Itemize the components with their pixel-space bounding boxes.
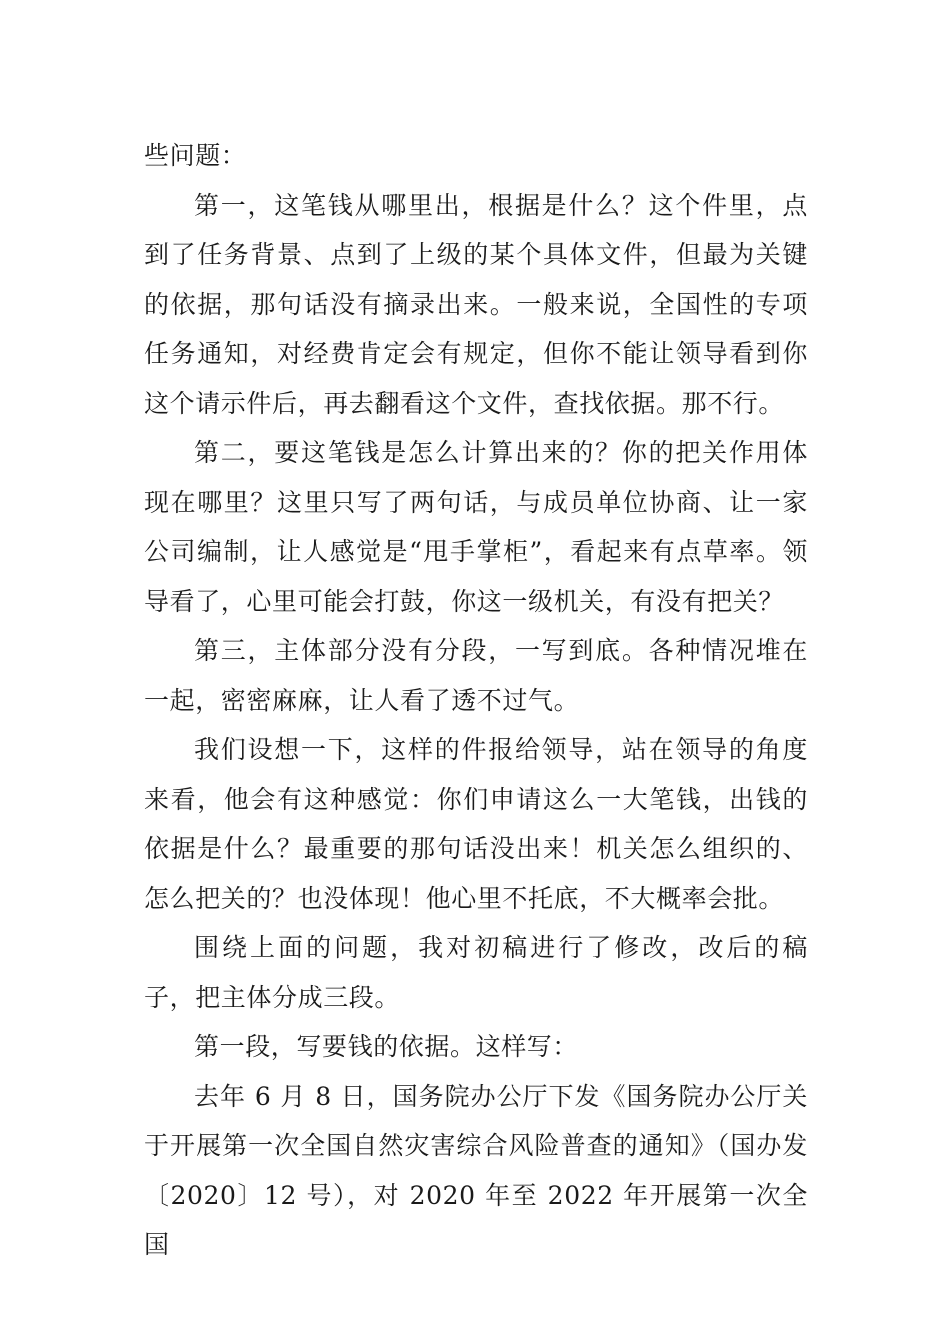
paragraph-2: 第一，这笔钱从哪里出，根据是什么？这个件里，点到了任务背景、点到了上级的某个具体文件，但最为关键的依据，那句话没有摘录出来。一般来说，全国性的专项任务通知，对经费肯定会有规定，但你不能让领导看到你这个请示件后，再去翻看这个文件，查找依据。那不行。	[144, 190, 808, 418]
document-body	[144, 131, 808, 1270]
paragraph-7: 第一段，写要钱的依据。这样写：	[194, 1032, 579, 1061]
paragraph-4: 第三，主体部分没有分段，一写到底。各种情况堆在一起，密密麻麻，让人看了透不过气。	[144, 636, 808, 715]
paragraph-3: 第二，要这笔钱是怎么计算出来的？你的把关作用体现在哪里？这里只写了两句话，与成员单位协商、让一家公司编制，让人感觉是“甩手掌柜”，看起来有点草率。领导看了，心里可能会打鼓，你这一级机关，有没有把关？	[144, 438, 808, 616]
paragraph-1: 些问题：	[144, 141, 247, 170]
paragraph-5: 我们设想一下，这样的件报给领导，站在领导的角度来看，他会有这种感觉：你们申请这么一大笔钱，出钱的依据是什么？最重要的那句话没出来！机关怎么组织的、怎么把关的？也没体现！他心里不托底，不大概率会批。	[144, 735, 808, 913]
paragraph-6: 围绕上面的问题，我对初稿进行了修改，改后的稿子，把主体分成三段。	[144, 933, 808, 1012]
paragraph-8: 去年 6 月 8 日，国务院办公厅下发《国务院办公厅关于开展第一次全国自然灾害综合风险普查的通知》（国办发〔2020〕12 号），对 2020 年至 2022 年开展第一次全国	[144, 1081, 808, 1259]
